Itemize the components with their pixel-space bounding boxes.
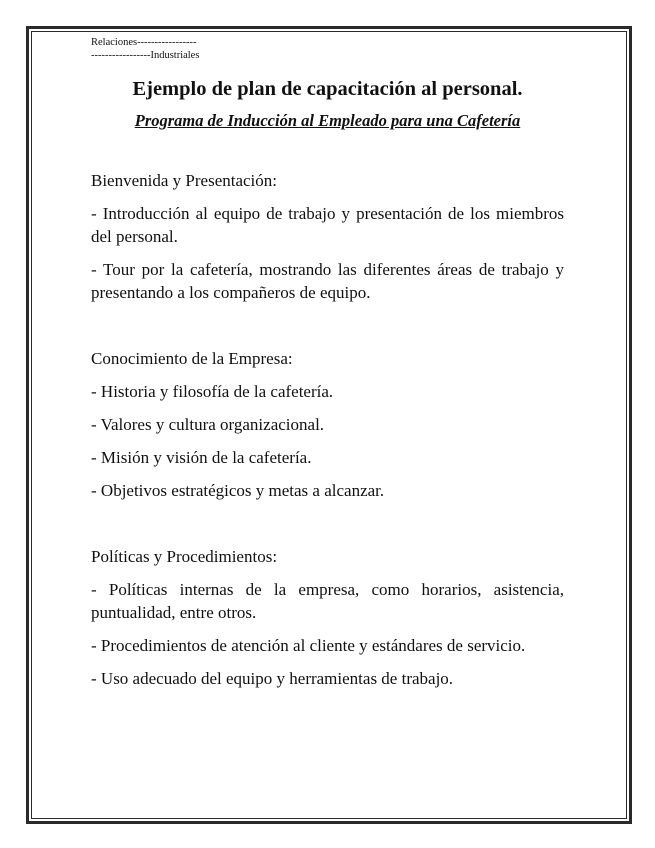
- list-item: - Valores y cultura organizacional.: [91, 415, 325, 434]
- list-item: - Procedimientos de atención al cliente y estándares de servicio.: [91, 636, 526, 655]
- section-politicas: [91, 546, 564, 690]
- section-heading: Conocimiento de la Empresa:: [91, 349, 293, 368]
- list-item: - Políticas internas de la empresa, como horarios, asistencia, puntualidad, entre otros.: [91, 580, 564, 622]
- document-title: Ejemplo de plan de capacitación al personal.: [132, 78, 523, 100]
- section-conocimiento: [91, 348, 564, 502]
- list-item: - Tour por la cafetería, mostrando las diferentes áreas de trabajo y presentando a los compañeros de equipo.: [91, 260, 564, 302]
- document-body: [91, 36, 564, 690]
- section-heading: Bienvenida y Presentación:: [91, 171, 278, 190]
- section-heading: Políticas y Procedimientos:: [91, 547, 278, 566]
- header-line-2: -----------------Industriales: [91, 50, 200, 61]
- list-item: - Historia y filosofía de la cafetería.: [91, 382, 334, 401]
- list-item: - Uso adecuado del equipo y herramientas de trabajo.: [91, 669, 454, 688]
- list-item: - Objetivos estratégicos y metas a alcanzar.: [91, 481, 385, 500]
- section-bienvenida: [91, 170, 564, 304]
- list-item: - Misión y visión de la cafetería.: [91, 448, 312, 467]
- list-item: - Introducción al equipo de trabajo y presentación de los miembros del personal.: [91, 204, 564, 246]
- header-line-1: Relaciones-----------------: [91, 37, 197, 48]
- document-subtitle: Programa de Inducción al Empleado para una Cafetería: [134, 111, 521, 130]
